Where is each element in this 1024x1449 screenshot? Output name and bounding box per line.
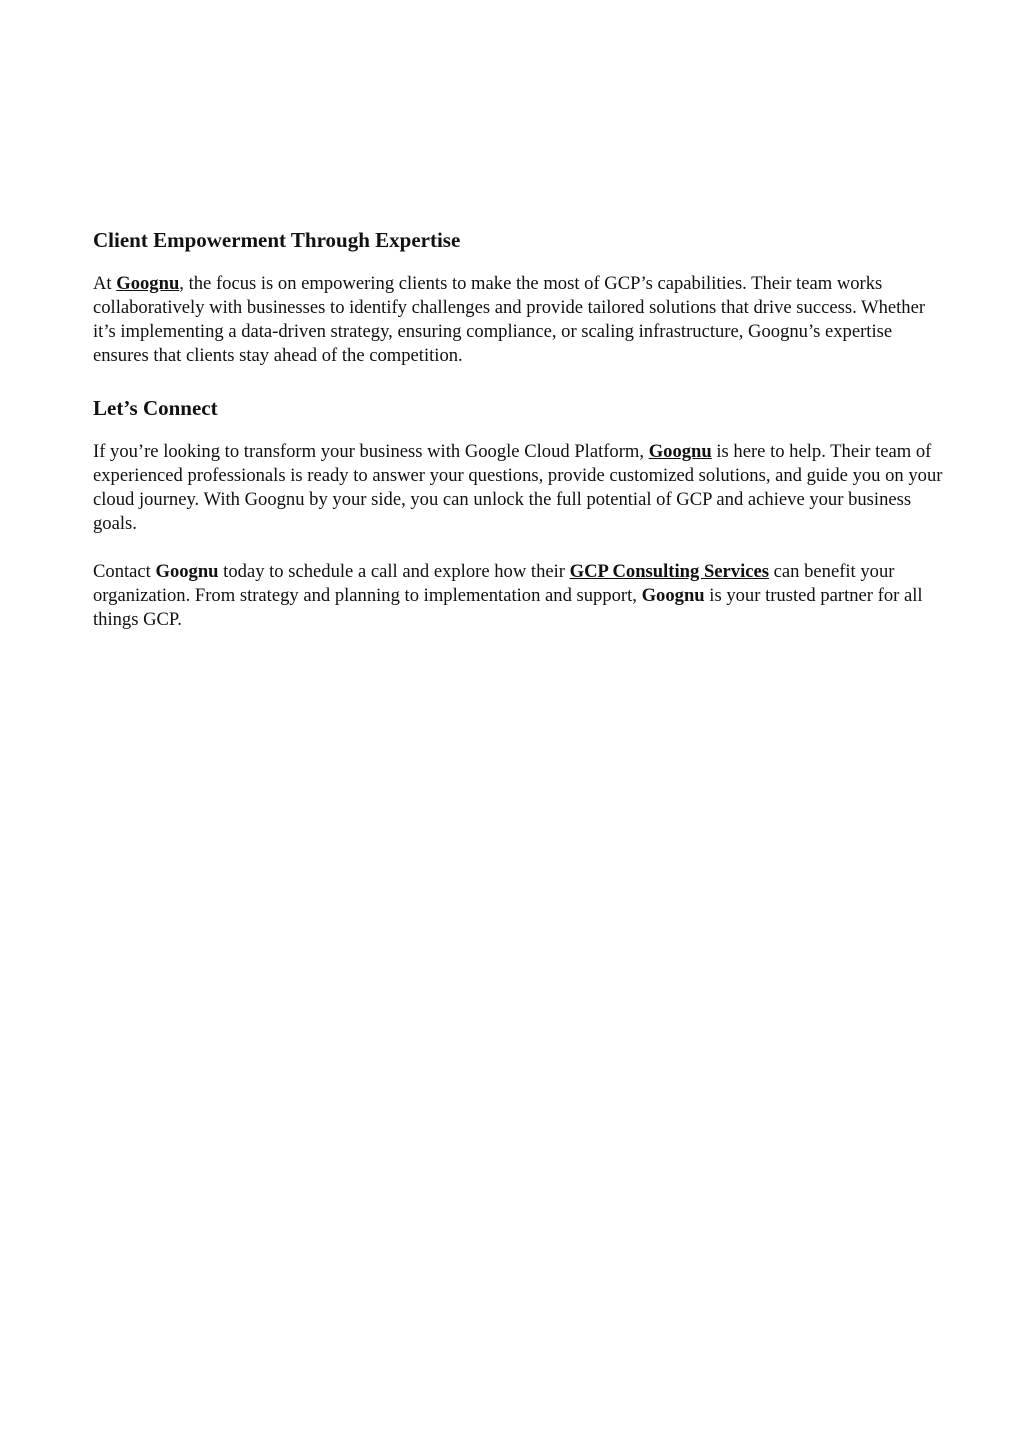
text-run: At — [93, 273, 117, 294]
text-run: can benefit your organization. From strategy and planning to implementation and support, — [93, 561, 895, 606]
goognu-link[interactable]: Goognu — [648, 441, 712, 462]
paragraph-client-empowerment — [93, 272, 943, 368]
text-run: today to schedule a call and explore how their — [218, 561, 570, 582]
text-run: is your trusted partner for all things GCP. — [93, 585, 923, 630]
document-page — [93, 224, 943, 632]
text-run: is here to help. Their team of experienced professionals is ready to answer your questions, provide customized solutions, and guide you on your cloud journey. With Goognu by your side, you can unlock the full potential of GCP and achieve your business goals. — [93, 441, 943, 534]
text-run: If you’re looking to transform your business with Google Cloud Platform, — [93, 441, 649, 462]
text-run: Contact — [93, 561, 156, 582]
goognu-bold-text: Goognu — [155, 561, 219, 582]
section-heading-client-empowerment: Client Empowerment Through Expertise — [93, 228, 461, 252]
goognu-bold-text: Goognu — [641, 585, 705, 606]
text-run: , the focus is on empowering clients to make the most of GCP’s capabilities. Their team works collaboratively with businesses to identify challenges and provide tailored solutions that drive success. Whether it’s implementing a data-driven strategy, ensuring compliance, or scaling infrastructure, Goognu’s expertise ensures that clients stay ahead of the competition. — [93, 273, 926, 366]
paragraph-contact — [93, 560, 943, 632]
goognu-link[interactable]: Goognu — [116, 273, 180, 294]
section-heading-lets-connect: Let’s Connect — [93, 396, 218, 420]
paragraph-lets-connect — [93, 440, 943, 536]
gcp-consulting-services-link[interactable]: GCP Consulting Services — [569, 561, 769, 582]
